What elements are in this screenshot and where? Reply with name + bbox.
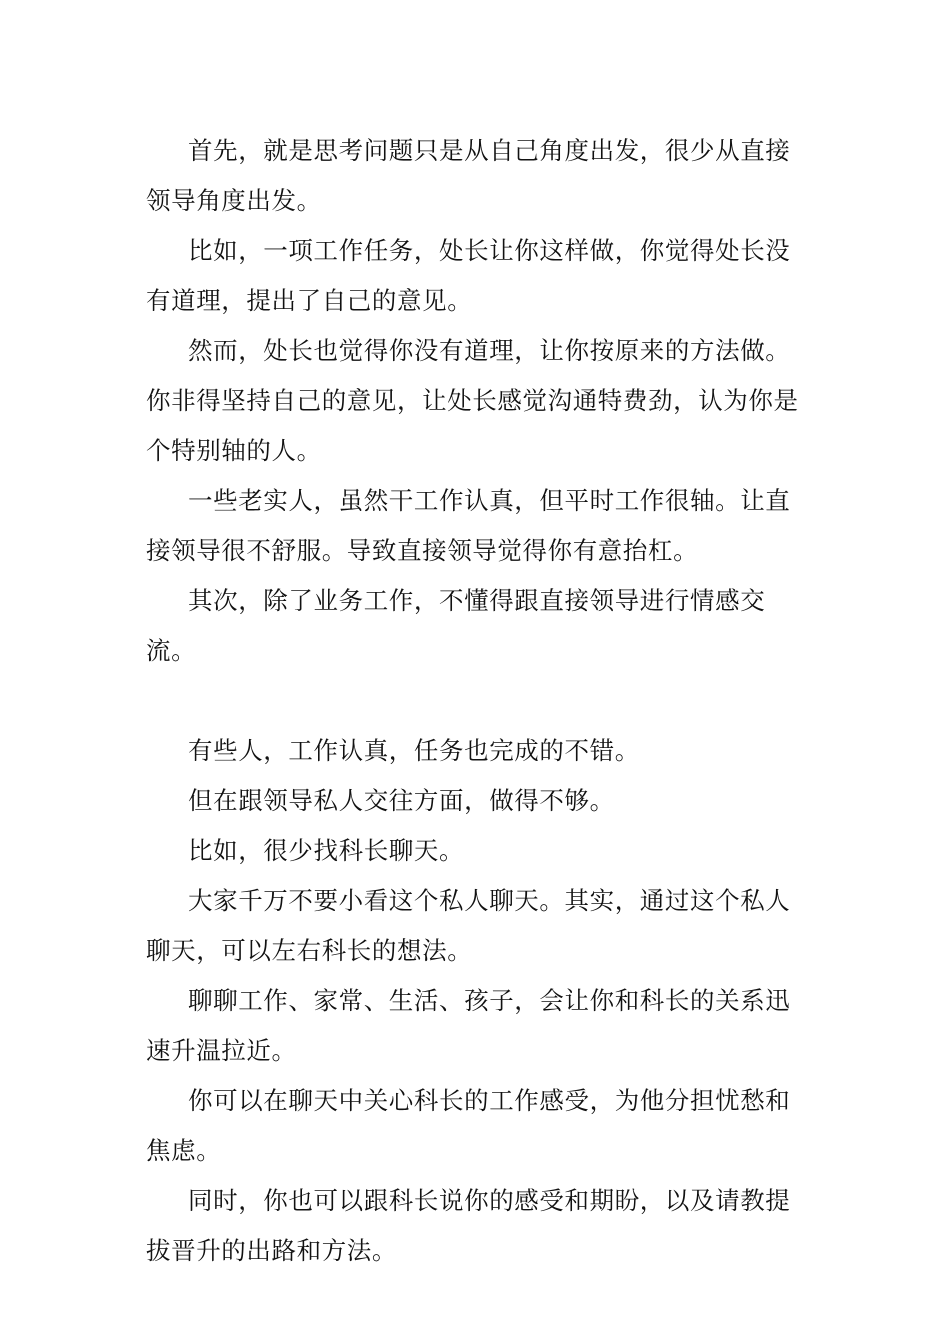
paragraph-2: 比如，一项工作任务，处长让你这样做，你觉得处长没有道理，提出了自己的意见。 [146, 236, 791, 315]
paragraph-5: 其次，除了业务工作，不懂得跟直接领导进行情感交流。 [146, 586, 766, 665]
paragraph-12: 同时，你也可以跟科长说你的感受和期盼，以及请教提拔晋升的出路和方法。 [146, 1186, 791, 1265]
paragraph-1: 首先，就是思考问题只是从自己角度出发，很少从直接领导角度出发。 [146, 136, 791, 215]
paragraph-6: 有些人，工作认真，任务也完成的不错。 [188, 736, 640, 765]
paragraph-7: 但在跟领导私人交往方面，做得不够。 [188, 786, 615, 815]
document-body [146, 126, 814, 1276]
paragraph-4: 一些老实人，虽然干工作认真，但平时工作很轴。让直接领导很不舒服。导致直接领导觉得你有意抬杠。 [146, 486, 791, 565]
paragraph-3: 然而，处长也觉得你没有道理，让你按原来的方法做。你非得坚持自己的意见，让处长感觉沟通特费劲，认为你是个特别轴的人。 [146, 336, 799, 465]
paragraph-gap [146, 676, 814, 726]
paragraph-10: 聊聊工作、家常、生活、孩子，会让你和科长的关系迅速升温拉近。 [146, 986, 791, 1065]
paragraph-11: 你可以在聊天中关心科长的工作感受，为他分担忧愁和焦虑。 [146, 1086, 791, 1165]
paragraph-9: 大家千万不要小看这个私人聊天。其实，通过这个私人聊天，可以左右科长的想法。 [146, 886, 791, 965]
paragraph-8: 比如，很少找科长聊天。 [188, 836, 465, 865]
